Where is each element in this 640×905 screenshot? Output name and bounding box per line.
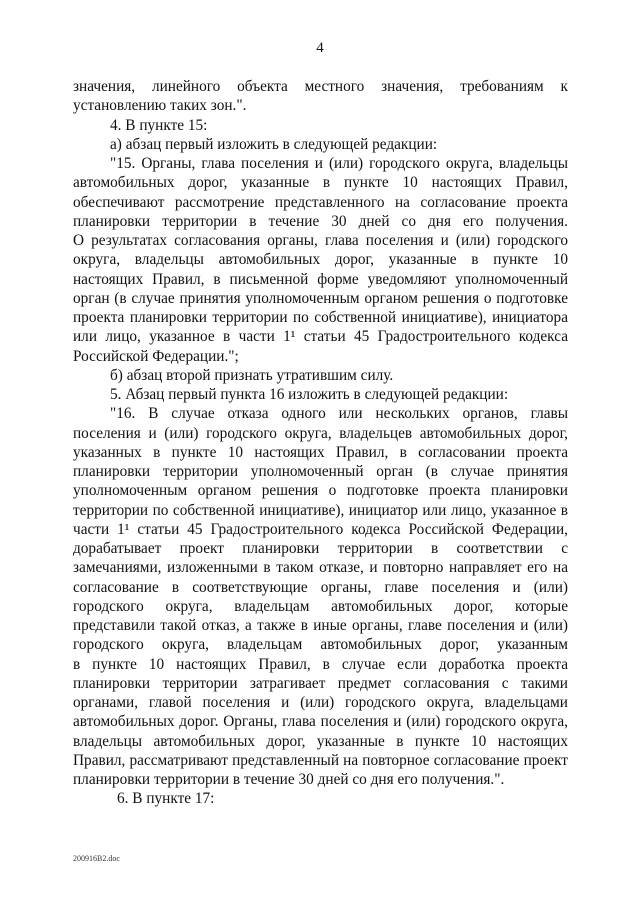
text-line: органами, главой поселения и (или) городского округа, владельцами <box>73 694 568 711</box>
text-line: 6. В пункте 17: <box>117 790 215 808</box>
text-line: Российской Федерации."; <box>73 347 239 365</box>
text-line: орган (в случае принятия уполномоченным органом решения о подготовке <box>73 289 568 307</box>
text-line: а) абзац первый изложить в следующей редакции: <box>110 135 438 153</box>
text-line: б) абзац второй признать утратившим силу. <box>110 366 394 384</box>
text-line: планировки территории в течение 30 дней со дня его получения. <box>73 212 568 230</box>
text-line: 5. Абзац первый пункта 16 изложить в следующей редакции: <box>110 386 509 403</box>
text-line: 4. В пункте 15: <box>110 116 208 134</box>
text-line: "16. В случае отказа одного или нескольких органов, главы <box>110 405 568 423</box>
text-line: дорабатывает проект планировки территории в соответствии с <box>73 540 568 557</box>
text-line: уполномоченным органом решения о подготовке проекта планировки <box>73 482 568 500</box>
text-line: автомобильных дорог. Органы, глава поселения и (или) городского округа, <box>73 713 568 731</box>
text-line: автомобильных дорог, указанные в пункте 10 настоящих Правил, <box>73 174 568 192</box>
text-line: части 1¹ статьи 45 Градостроительного кодекса Российской Федерации, <box>73 520 568 538</box>
text-line: согласование в соответствующие органы, главе поселения и (или) <box>73 578 568 596</box>
text-line: городского округа, владельцам автомобильных дорог, указанным <box>73 636 568 654</box>
text-line: или лицо, указанное в части 1¹ статьи 45 Градостроительного кодекса <box>73 328 568 346</box>
text-line: представили такой отказ, а также в иные органы, главе поселения и (или) <box>73 617 568 634</box>
text-line: проекта планировки территории по собственной инициативе), инициатора <box>73 309 568 326</box>
text-line: замечаниями, изложенными в таком отказе, и повторно направляет его на <box>73 559 568 577</box>
document-body <box>73 77 568 809</box>
text-line: "15. Органы, глава поселения и (или) городского округа, владельцы <box>110 155 568 172</box>
text-line: в пункте 10 настоящих Правил, в случае если доработка проекта <box>73 655 568 673</box>
text-line: городского округа, владельцам автомобильных дорог, которые <box>73 597 568 615</box>
text-line: настоящих Правил, в письменной форме уведомляют уполномоченный <box>73 270 568 288</box>
text-line: установлению таких зон.". <box>73 97 247 115</box>
text-line: обеспечивают рассмотрение представленного на согласование проекта <box>73 193 568 211</box>
text-line: округа, владельцы автомобильных дорог, указанные в пункте 10 <box>73 251 568 269</box>
text-line: планировки территории затрагивает предмет согласования с такими <box>73 674 568 692</box>
file-name-footer: 200916B2.doc <box>73 854 120 863</box>
text-line: О результатах согласования органы, глава поселения и (или) городского <box>73 232 568 249</box>
text-line: планировки территории уполномоченный орган (в случае принятия <box>73 463 568 480</box>
text-line: Правил, рассматривают представленный на повторное согласование проект <box>73 751 568 769</box>
page-number: 4 <box>316 40 324 56</box>
text-line: значения, линейного объекта местного значения, требованиям к <box>73 78 568 95</box>
text-line: указанных в пункте 10 настоящих Правил, в согласовании проекта <box>73 443 568 461</box>
text-line: территории по собственной инициативе), инициатор или лицо, указанное в <box>73 501 568 519</box>
text-line: поселения и (или) городского округа, владельцев автомобильных дорог, <box>73 424 568 442</box>
text-line: владельцы автомобильных дорог, указанные в пункте 10 настоящих <box>73 732 568 750</box>
text-line: планировки территории в течение 30 дней со дня его получения.". <box>73 771 505 788</box>
